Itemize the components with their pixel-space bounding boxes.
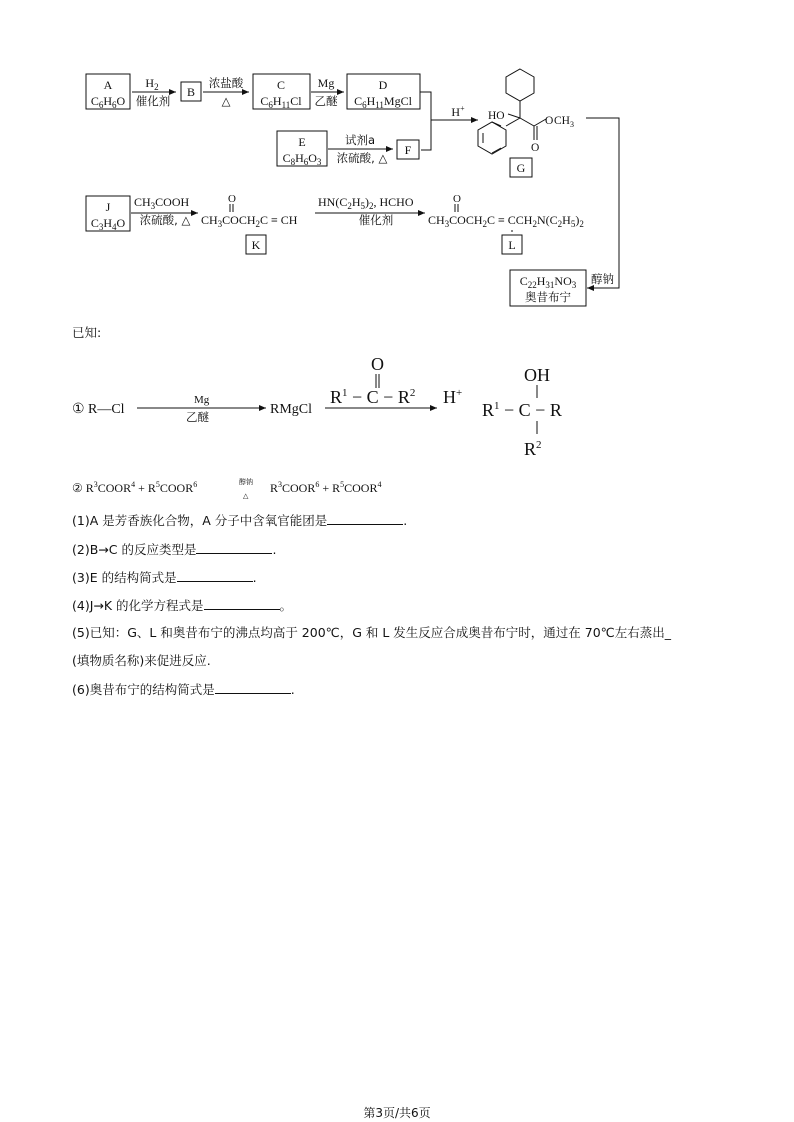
box-j	[86, 196, 130, 232]
svg-text:O: O	[228, 193, 236, 205]
svg-text:H+: H+	[443, 387, 463, 407]
arrow-a-b-bottom: 催化剂	[135, 94, 171, 108]
question-5-cont: (填物质名称)来促进反应.	[72, 653, 211, 668]
known-1-mg: Mg	[194, 394, 210, 406]
box-d	[347, 74, 420, 110]
answer-blank-4[interactable]	[204, 597, 280, 610]
question-5: (5)已知：G、L 和奥昔布宁的沸点均高于 200℃，G 和 L 发生反应合成奥昔布宁时，通过在 70℃左右蒸出_	[72, 625, 671, 640]
svg-text:C22H31NO3: $C_{22}H_{31}NO_3$	[519, 274, 577, 290]
structure-g	[478, 69, 619, 288]
arrow-k-l-bottom: 催化剂	[358, 213, 394, 227]
svg-text:CH3: $CH_3$	[554, 115, 574, 129]
box-g	[510, 158, 532, 177]
known-reaction-1	[72, 354, 562, 459]
svg-text:CH3COCH2C ≡ CCH2N(C2H5)2: $CH_3COCH_2C \equiv CCH_2N(C_2H_5)_2$	[428, 213, 584, 229]
known-title: 已知:	[72, 325, 102, 340]
known-1-oh: OH	[524, 365, 550, 385]
box-product	[510, 270, 586, 306]
answer-blank-1[interactable]	[327, 512, 403, 525]
svg-text:R1 − C − R2: $R^1 - C - R^2$	[330, 387, 416, 407]
known-reaction-2	[72, 477, 381, 500]
box-k-label: K	[251, 238, 261, 252]
known-1-ether: 乙醚	[186, 410, 209, 424]
box-f-label: F	[404, 143, 412, 157]
question-4: (4)J→K 的化学方程式是 。	[72, 598, 293, 613]
known-1-o: O	[371, 354, 384, 374]
box-f	[397, 140, 419, 159]
box-j-label: J	[105, 200, 111, 214]
svg-text:C6H11MgCl: $C_6H_{11}MgCl$	[354, 94, 412, 110]
svg-text:HN(C2H5)2, HCHO: $HN(C_2H_5)_2$, HCHO	[318, 195, 414, 211]
answer-blank-5[interactable]: _	[664, 625, 671, 640]
page-footer: 第3页/共6页	[363, 1106, 431, 1120]
svg-text:O: O	[545, 115, 554, 127]
svg-text:② R3COOR4 + R5COOR6: ② $R^3COOR^4$ + $R^5COOR^6$	[72, 480, 198, 495]
box-d-label: D	[378, 78, 388, 92]
question-3: (3)E 的结构简式是 .	[72, 570, 257, 585]
arrow-j-k-bottom: 浓硫酸, △	[139, 213, 191, 227]
known-1-num: ①	[72, 402, 85, 417]
question-2: (2)B→C 的反应类型是 .	[72, 542, 277, 557]
box-k	[246, 235, 266, 254]
arrow-to-product: 醇钠	[591, 272, 614, 286]
answer-blank-3[interactable]	[177, 569, 253, 582]
svg-text:O: O	[453, 193, 461, 205]
box-b	[181, 82, 201, 101]
svg-text:C6H6O: $C_6H_6O$	[90, 94, 126, 110]
box-l	[502, 235, 522, 254]
arrow-c-d-bottom: 乙醚	[314, 94, 338, 108]
answer-blank-6[interactable]	[215, 681, 291, 694]
box-c	[253, 74, 310, 110]
svg-text:CH3COCH2C ≡ CH: $CH_3COCH_2C$ ≡ CH	[201, 213, 298, 229]
svg-text:C3H4O: $C_3H_4O$	[90, 216, 126, 232]
svg-text:R1 − C − R: $R^1 - C - R$	[482, 400, 562, 420]
svg-text:C8H6O3: $C_8H_6O_3$	[282, 151, 322, 167]
svg-text:C6H11Cl: $C_6H_{11}Cl$	[260, 94, 302, 110]
answer-blank-2[interactable]	[196, 541, 272, 554]
g-o: O	[531, 142, 540, 154]
g-ho: HO	[488, 110, 505, 122]
question-1: (1)A 是芳香族化合物，A 分子中含氧官能团是 .	[72, 513, 408, 528]
box-a	[86, 74, 130, 110]
box-g-label: G	[516, 161, 526, 175]
known-1-rcl: R—Cl	[88, 402, 125, 417]
known-2-cond-top: 醇钠	[239, 478, 253, 486]
box-e	[277, 131, 327, 167]
arrow-e-f-bottom: 浓硫酸, △	[336, 151, 388, 165]
product-name: 奥昔布宁	[525, 290, 571, 304]
arrow-b-c-top: 浓盐酸	[208, 76, 244, 90]
question-6: (6)奥昔布宁的结构简式是 .	[72, 682, 295, 697]
svg-text:CH3COOH: $CH_3COOH$	[134, 195, 190, 211]
svg-text:R3COOR6 + R5COOR4: $R^3COOR^6$ + $R^5COOR^4$	[270, 480, 382, 495]
known-1-rmgcl: RMgCl	[270, 402, 313, 417]
arrow-b-c-bottom: △	[221, 94, 231, 108]
box-a-label: A	[103, 78, 113, 92]
box-e-label: E	[298, 135, 306, 149]
arrow-e-f-top: 试剂a	[344, 133, 376, 147]
svg-text:R2: $R^2$	[524, 439, 542, 459]
known-2-cond-bottom: △	[243, 492, 249, 500]
svg-text:H+: H+	[451, 104, 465, 119]
box-b-label: B	[186, 85, 196, 99]
svg-text:H2: $H_2$	[145, 76, 159, 92]
box-c-label: C	[276, 78, 286, 92]
arrow-c-d-top: Mg	[317, 76, 335, 90]
box-l-label: L	[508, 238, 516, 252]
